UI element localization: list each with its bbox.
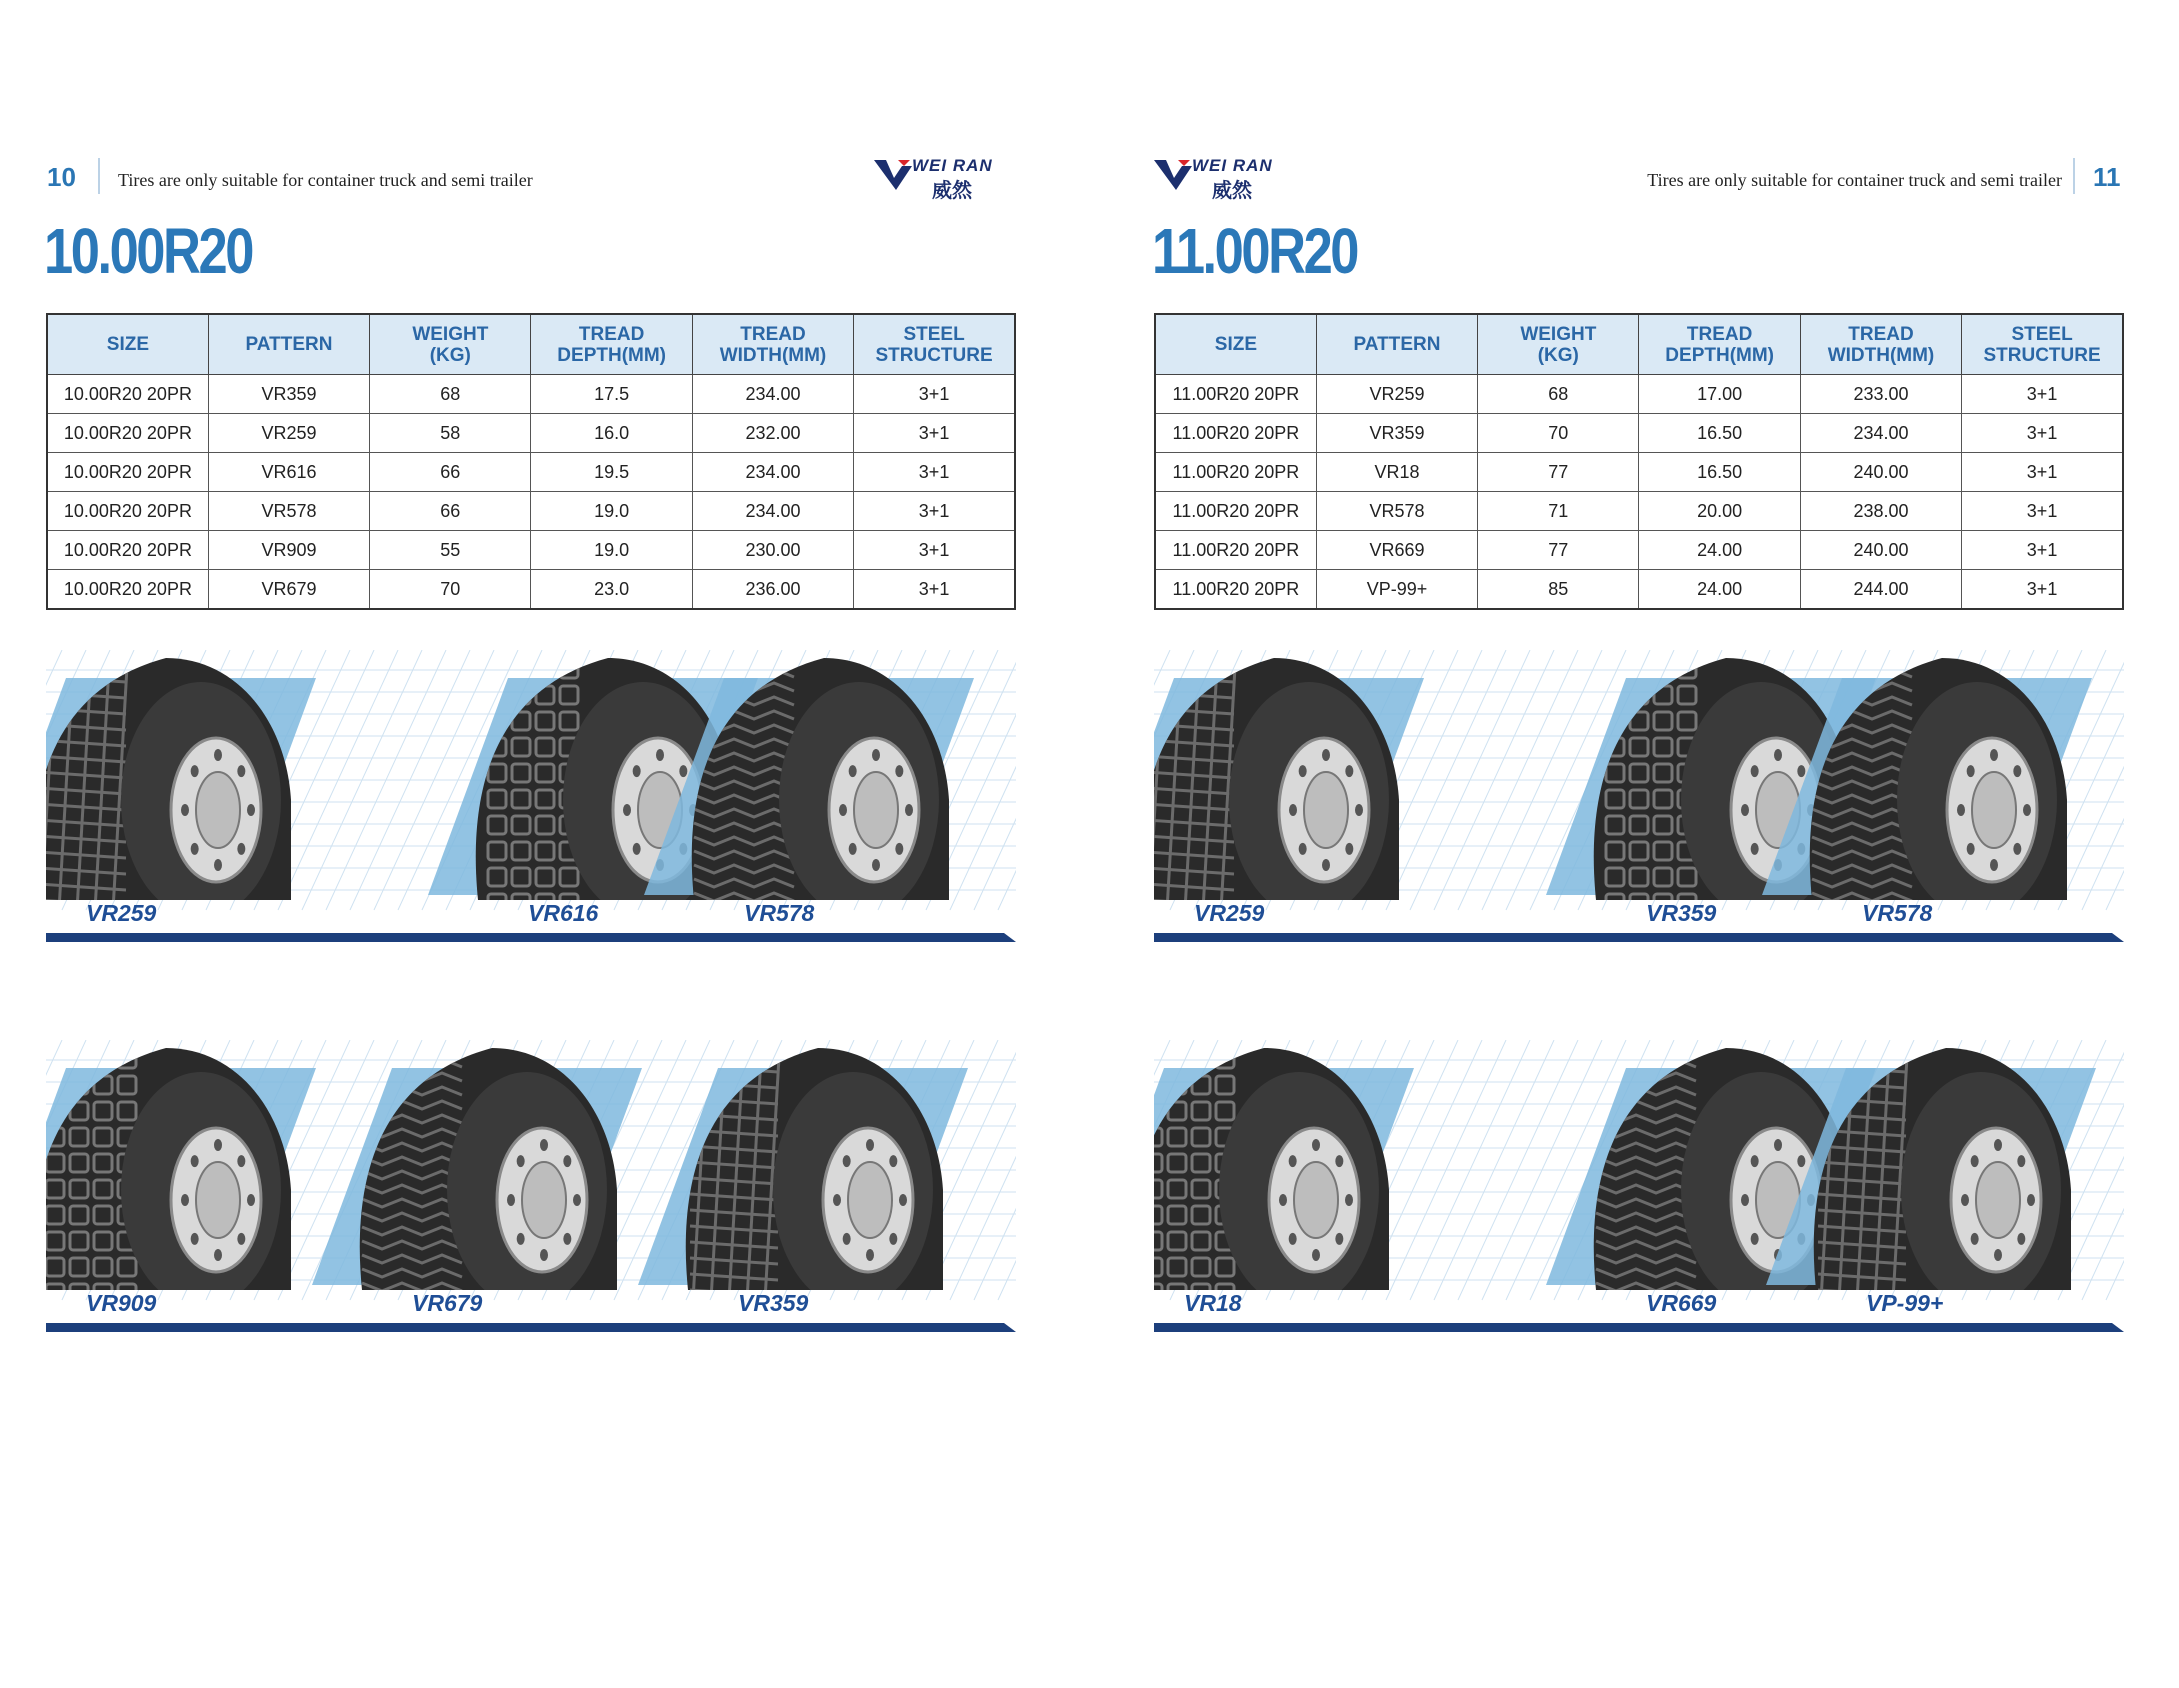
tire-image [46, 1040, 316, 1308]
tire-illustration [46, 1040, 1016, 1340]
brand-name-cn: 威然 [932, 178, 972, 202]
table-cell: 66 [370, 492, 531, 531]
table-cell: 16.50 [1639, 414, 1800, 453]
brand-name-en: WEI RAN [1192, 156, 1273, 175]
table-cell: 240.00 [1800, 453, 1961, 492]
table-cell: 10.00R20 20PR [47, 414, 208, 453]
table-cell: 244.00 [1800, 570, 1961, 610]
table-cell: 10.00R20 20PR [47, 570, 208, 610]
tire-label: VR669 [1646, 1290, 1717, 1316]
table-cell: 3+1 [1962, 375, 2123, 414]
column-header: PATTERN [208, 314, 369, 375]
divider [98, 158, 100, 194]
tire-label: VR616 [528, 900, 599, 926]
column-header: TREAD DEPTH(MM) [1639, 314, 1800, 375]
brand-name-en: WEI RAN [912, 156, 993, 175]
table-cell: 68 [370, 375, 531, 414]
wheel-rim [1279, 738, 1369, 882]
table-cell: 70 [1478, 414, 1639, 453]
column-header: TREAD WIDTH(MM) [1800, 314, 1961, 375]
wheel-rim [171, 738, 261, 882]
column-header: STEEL STRUCTURE [854, 314, 1015, 375]
table-cell: 3+1 [854, 414, 1015, 453]
column-header: WEIGHT (KG) [370, 314, 531, 375]
table-row [47, 570, 1015, 610]
table-cell: 3+1 [1962, 570, 2123, 610]
wheel-rim [497, 1128, 587, 1272]
table-cell: 3+1 [1962, 453, 2123, 492]
table-cell: VR679 [208, 570, 369, 610]
tire-image [1154, 1040, 1414, 1308]
table-body [47, 375, 1015, 610]
tire-label: VR359 [1646, 900, 1717, 926]
table-cell: 58 [370, 414, 531, 453]
column-header: SIZE [47, 314, 208, 375]
tire-label: VR359 [738, 1290, 809, 1316]
table-cell: 3+1 [854, 570, 1015, 610]
table-cell: VP-99+ [1316, 570, 1477, 610]
table-cell: VR669 [1316, 531, 1477, 570]
table-cell: 3+1 [854, 453, 1015, 492]
tire-illustration [1154, 1040, 2124, 1340]
table-cell: 17.5 [531, 375, 692, 414]
tire-illustration [1154, 650, 2124, 950]
tire-label: VR578 [1862, 900, 1933, 926]
table-cell: 16.50 [1639, 453, 1800, 492]
column-header: SIZE [1155, 314, 1316, 375]
bottom-rule [46, 1323, 1016, 1332]
table-cell: 24.00 [1639, 531, 1800, 570]
table-row [1155, 453, 2123, 492]
tire-image [1154, 650, 1424, 918]
tire-label: VR259 [1194, 900, 1265, 926]
tire-image [312, 1040, 642, 1308]
table-row [47, 375, 1015, 414]
table-row [47, 492, 1015, 531]
size-title: 11.00R20 [1152, 215, 1358, 287]
table-cell: 230.00 [692, 531, 853, 570]
right-page [1090, 0, 2179, 1688]
column-header: PATTERN [1316, 314, 1477, 375]
table-cell: 234.00 [692, 375, 853, 414]
table-body [1155, 375, 2123, 610]
table-cell: 68 [1478, 375, 1639, 414]
tire-label: VR578 [744, 900, 815, 926]
table-cell: 17.00 [1639, 375, 1800, 414]
table-cell: 23.0 [531, 570, 692, 610]
table-cell: 240.00 [1800, 531, 1961, 570]
page-number: 10 [47, 162, 76, 192]
column-header: TREAD DEPTH(MM) [531, 314, 692, 375]
spec-table [1154, 313, 2124, 610]
table-cell: 77 [1478, 531, 1639, 570]
tire-band-2 [46, 1040, 1016, 1340]
table-cell: 3+1 [1962, 531, 2123, 570]
wheel-rim [171, 1128, 261, 1272]
table-row [47, 453, 1015, 492]
table-cell: 16.0 [531, 414, 692, 453]
table-cell: 3+1 [1962, 492, 2123, 531]
table-row [47, 414, 1015, 453]
table-cell: 234.00 [1800, 414, 1961, 453]
size-title: 10.00R20 [44, 215, 252, 287]
page-subtitle: Tires are only suitable for container truck and semi trailer [1647, 170, 2062, 190]
table-cell: VR259 [208, 414, 369, 453]
table-cell: 234.00 [692, 492, 853, 531]
wheel-rim [1947, 738, 2037, 882]
table-cell: 234.00 [692, 453, 853, 492]
table-cell: 77 [1478, 453, 1639, 492]
brand-name-cn: 威然 [1212, 178, 1252, 202]
wheel-rim [1269, 1128, 1359, 1272]
wheel-rim [829, 738, 919, 882]
left-page [0, 0, 1089, 1688]
table-cell: 11.00R20 20PR [1155, 492, 1316, 531]
table-cell: VR616 [208, 453, 369, 492]
tire-image [46, 650, 316, 918]
tire-label: VR259 [86, 900, 157, 926]
table-cell: 233.00 [1800, 375, 1961, 414]
table-cell: 10.00R20 20PR [47, 453, 208, 492]
table-cell: 19.0 [531, 492, 692, 531]
brand-mark-icon [1154, 156, 1194, 192]
page-subtitle: Tires are only suitable for container truck and semi trailer [118, 170, 533, 190]
tire-band-1 [1154, 650, 2124, 950]
table-cell: 11.00R20 20PR [1155, 453, 1316, 492]
table-cell: 19.5 [531, 453, 692, 492]
table-row [1155, 375, 2123, 414]
table-cell: VR578 [1316, 492, 1477, 531]
table-cell: 70 [370, 570, 531, 610]
table-cell: 85 [1478, 570, 1639, 610]
table-row [47, 531, 1015, 570]
divider [2073, 158, 2075, 194]
spec-table [46, 313, 1016, 610]
table-cell: 24.00 [1639, 570, 1800, 610]
table-cell: VR578 [208, 492, 369, 531]
page-number: 11 [2093, 162, 2121, 192]
table-cell: 19.0 [531, 531, 692, 570]
bottom-rule [1154, 1323, 2124, 1332]
table-header [47, 314, 1015, 375]
brand-logo [1154, 156, 1304, 200]
table-cell: 55 [370, 531, 531, 570]
table-cell: 11.00R20 20PR [1155, 375, 1316, 414]
bottom-rule [1154, 933, 2124, 942]
table-row [1155, 570, 2123, 610]
table-row [1155, 492, 2123, 531]
table-cell: 232.00 [692, 414, 853, 453]
table-cell: 3+1 [854, 492, 1015, 531]
table-cell: 10.00R20 20PR [47, 531, 208, 570]
column-header: WEIGHT (KG) [1478, 314, 1639, 375]
tire-label: VP-99+ [1866, 1290, 1944, 1316]
table-cell: 11.00R20 20PR [1155, 531, 1316, 570]
tire-label: VR909 [86, 1290, 157, 1316]
table-cell: 236.00 [692, 570, 853, 610]
table-cell: VR359 [208, 375, 369, 414]
wheel-rim [823, 1128, 913, 1272]
brand-mark-icon [874, 156, 914, 192]
table-row [1155, 531, 2123, 570]
column-header: STEEL STRUCTURE [1962, 314, 2123, 375]
brand-logo [874, 156, 1024, 200]
table-cell: VR18 [1316, 453, 1477, 492]
tire-band-1 [46, 650, 1016, 950]
table-cell: VR359 [1316, 414, 1477, 453]
table-cell: 20.00 [1639, 492, 1800, 531]
table-cell: 11.00R20 20PR [1155, 570, 1316, 610]
table-cell: VR259 [1316, 375, 1477, 414]
table-header [1155, 314, 2123, 375]
wheel-rim [1951, 1128, 2041, 1272]
column-header: TREAD WIDTH(MM) [692, 314, 853, 375]
tire-label: VR679 [412, 1290, 483, 1316]
table-cell: 3+1 [854, 375, 1015, 414]
tire-image [638, 1040, 968, 1308]
table-cell: 11.00R20 20PR [1155, 414, 1316, 453]
table-cell: 3+1 [854, 531, 1015, 570]
table-row [1155, 414, 2123, 453]
tire-band-2 [1154, 1040, 2124, 1340]
table-cell: 10.00R20 20PR [47, 492, 208, 531]
table-cell: 238.00 [1800, 492, 1961, 531]
tire-label: VR18 [1184, 1290, 1242, 1316]
table-cell: VR909 [208, 531, 369, 570]
table-cell: 3+1 [1962, 414, 2123, 453]
bottom-rule [46, 933, 1016, 942]
table-cell: 66 [370, 453, 531, 492]
table-cell: 10.00R20 20PR [47, 375, 208, 414]
table-cell: 71 [1478, 492, 1639, 531]
